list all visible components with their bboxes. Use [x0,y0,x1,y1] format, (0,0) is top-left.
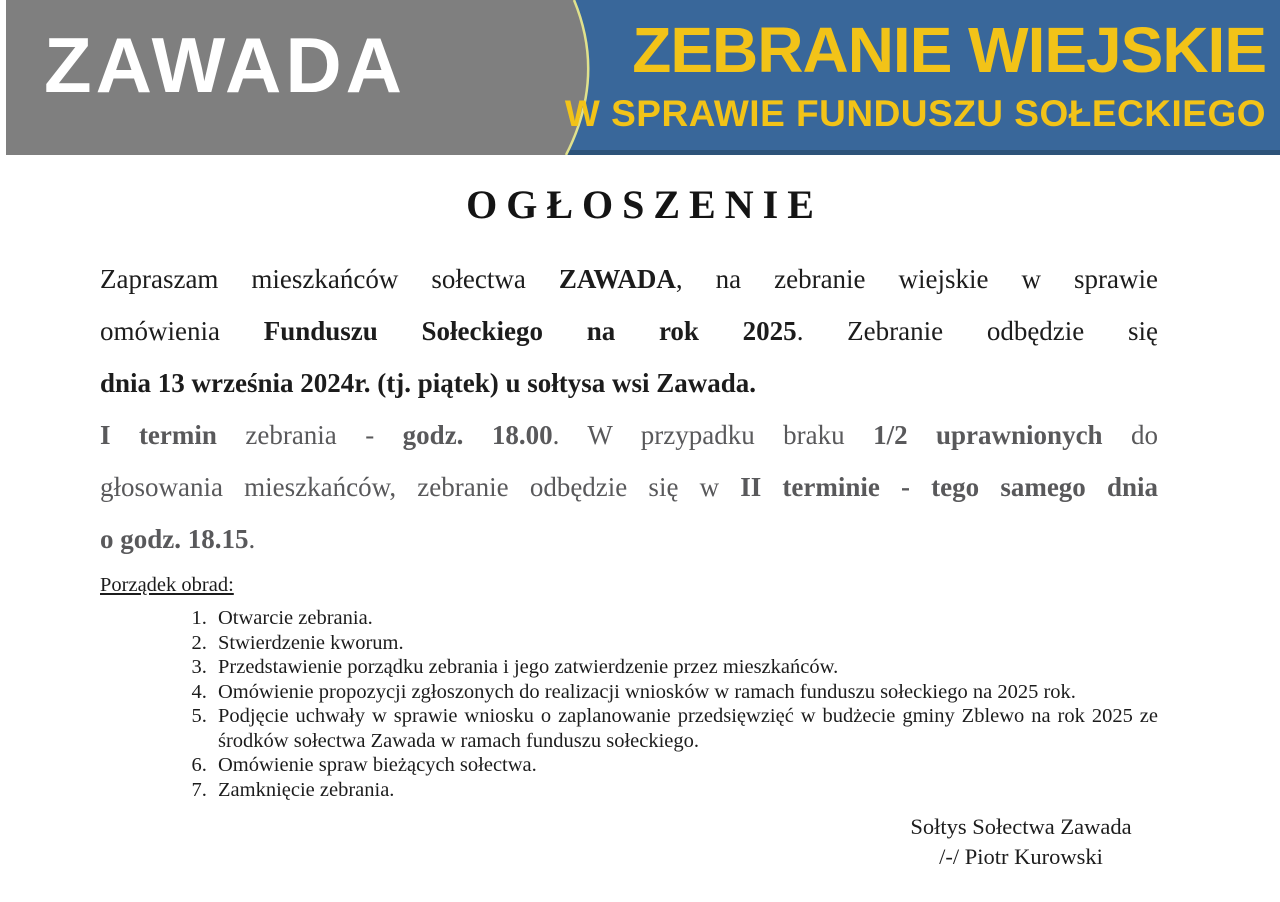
text-line [100,409,1158,461]
text-segment: zebrania - [216,420,403,450]
text-segment: . [248,524,256,554]
text-line [100,305,1158,357]
signature-block [840,812,1202,872]
text-segment: Zapraszam mieszkańców sołectwa [100,264,559,294]
banner [0,0,1280,155]
signature-role: Sołtys Sołectwa Zawada [910,814,1132,839]
agenda-list [100,606,1158,802]
announcement-body [0,179,1280,872]
content-area [100,253,1158,872]
text-line [100,513,1158,565]
bold-text-segment: 1/2 uprawnionych [873,420,1103,450]
agenda-item: 5. Podjęcie uchwały w sprawie wniosku o zaplanowanie przedsięwzięć w budżecie gminy Zblewo na rok 2025 ze środków sołectwa Zawada w ramach funduszu sołeckiego. [212,704,1158,753]
banner-blue-bottom-edge [480,150,1280,155]
page-title: OGŁOSZENIE [466,182,823,227]
text-segment: do [1102,420,1159,450]
banner-right-title: ZEBRANIE WIEJSKIE [632,14,1266,86]
terms-paragraph [100,409,1158,565]
bold-text-segment: ZAWADA [558,264,676,294]
bold-text-segment: I termin [100,420,217,450]
agenda-item: 3. Przedstawienie porządku zebrania i jego zatwierdzenie przez mieszkańców. [212,655,1158,680]
banner-left-title: ZAWADA [44,21,406,109]
text-segment: . W przypadku braku [552,420,874,450]
bold-text-segment: Funduszu Sołeckiego na rok 2025 [263,316,797,346]
banner-right-block [564,14,1266,134]
text-segment: . Zebranie odbędzie się [796,316,1158,346]
agenda-item: 2. Stwierdzenie kworum. [212,631,1158,656]
text-line [100,461,1158,513]
text-segment: głosowania mieszkańców, zebranie odbędzie się w [100,472,741,502]
agenda-item: 4. Omówienie propozycji zgłoszonych do realizacji wniosków w ramach funduszu sołeckiego na 2025 rok. [212,680,1158,705]
banner-right-subtitle: W SPRAWIE FUNDUSZU SOŁECKIEGO [564,93,1266,134]
text-segment: omówienia [100,316,264,346]
text-line [100,357,1158,409]
agenda-item: 6. Omówienie spraw bieżących sołectwa. [212,753,1158,778]
intro-paragraph [100,253,1158,409]
text-line [100,253,1158,305]
bold-text-segment: dnia 13 września 2024r. (tj. piątek) u sołtysa wsi Zawada. [100,368,757,398]
bold-text-segment: godz. 18.00 [402,420,553,450]
text-segment: , na zebranie wiejskie w sprawie [675,264,1158,294]
signature-name: /-/ Piotr Kurowski [939,844,1103,869]
agenda-heading: Porządek obrad: [100,574,234,596]
agenda-item: 7. Zamknięcie zebrania. [212,778,1158,803]
agenda-item: 1. Otwarcie zebrania. [212,606,1158,631]
bold-text-segment: o godz. 18.15 [100,524,249,554]
bold-text-segment: II terminie - tego samego dnia [740,472,1158,502]
